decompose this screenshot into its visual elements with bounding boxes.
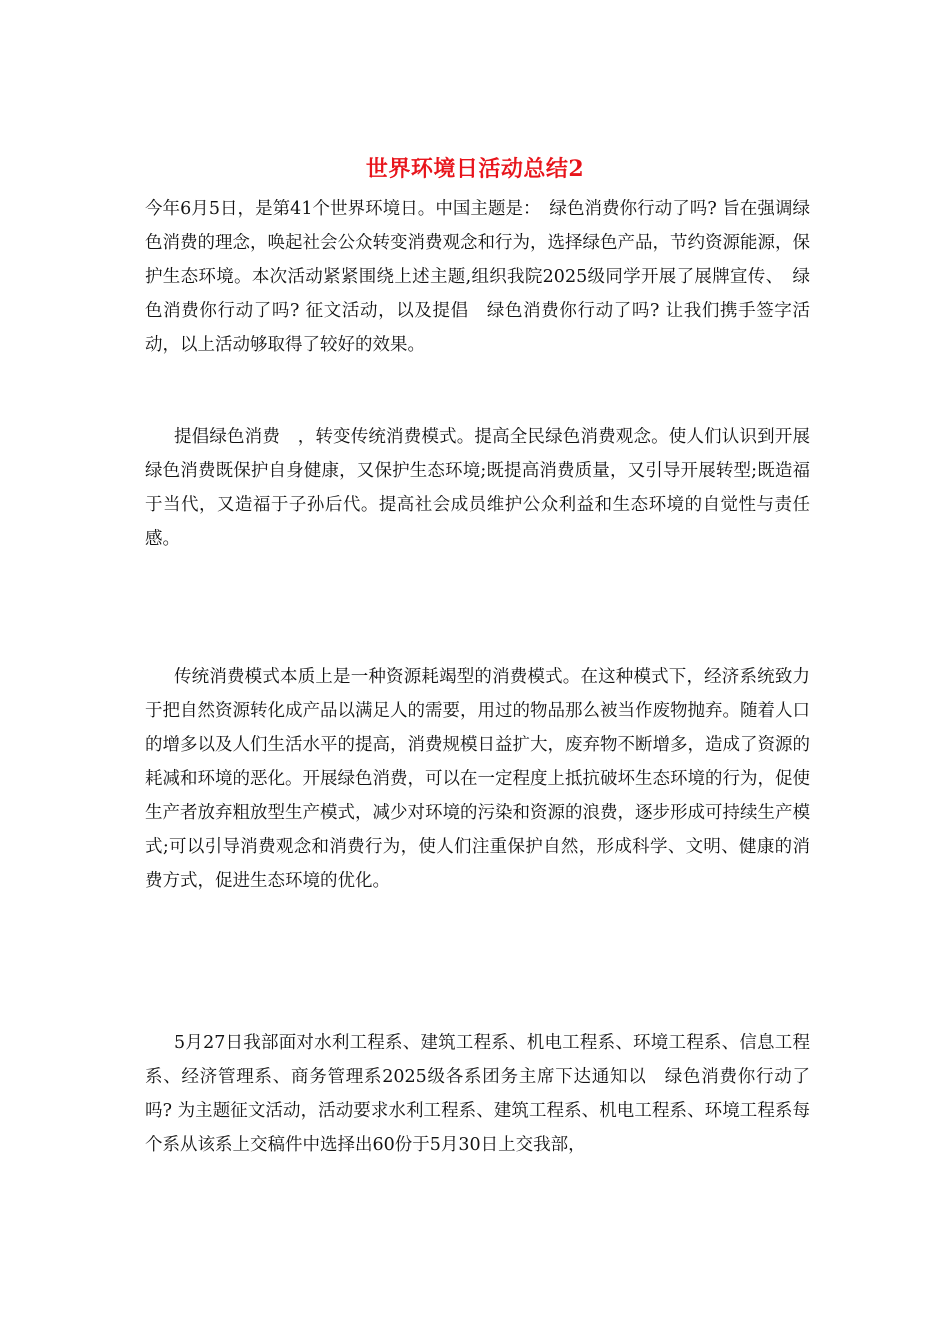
- paragraph-intro: 今年6月5日，是第41个世界环境日。中国主题是： 绿色消费你行动了吗? 旨在强调绿色消费的理念，唤起社会公众转变消费观念和行为，选择绿色产品，节约资源能源，保护生态环境。本次活动紧紧围绕上述主题,组织我院2025级同学开展了展牌宣传、 绿色消费你行动了吗? 征文活动，以及提倡 绿色消费你行动了吗? 让我们携手签字活动，以上活动够取得了较好的效果。: [145, 199, 810, 355]
- paragraph-traditional-consumption: 传统消费模式本质上是一种资源耗竭型的消费模式。在这种模式下，经济系统致力于把自然资源转化成产品以满足人的需要，用过的物品那么被当作废物抛弃。随着人口的增多以及人们生活水平的提高，消费规模日益扩大，废弃物不断增多，造成了资源的耗减和环境的恶化。开展绿色消费，可以在一定程度上抵抗破坏生态环境的行为，促使生产者放弃粗放型生产模式，减少对环境的污染和资源的浪费，逐步形成可持续生产模式;可以引导消费观念和消费行为，使人们注重保护自然，形成科学、文明、健康的消费方式，促进生态环境的优化。: [145, 667, 810, 891]
- document-title: 世界环境日活动总结2: [365, 156, 585, 182]
- paragraph-green-consumption: 提倡绿色消费 ，转变传统消费模式。提高全民绿色消费观念。使人们认识到开展绿色消费既保护自身健康，又保护生态环境;既提高消费质量，又引导开展转型;既造福于当代，又造福于子孙后代。提高社会成员维护公众利益和生态环境的自觉性与责任感。: [145, 427, 810, 549]
- paragraph-essay-activity: 5月27日我部面对水利工程系、建筑工程系、机电工程系、环境工程系、信息工程系、经济管理系、商务管理系2025级各系团务主席下达通知以 绿色消费你行动了吗? 为主题征文活动，活动要求水利工程系、建筑工程系、机电工程系、环境工程系每个系从该系上交稿件中选择出60份于5月30日上交我部，: [145, 1033, 810, 1155]
